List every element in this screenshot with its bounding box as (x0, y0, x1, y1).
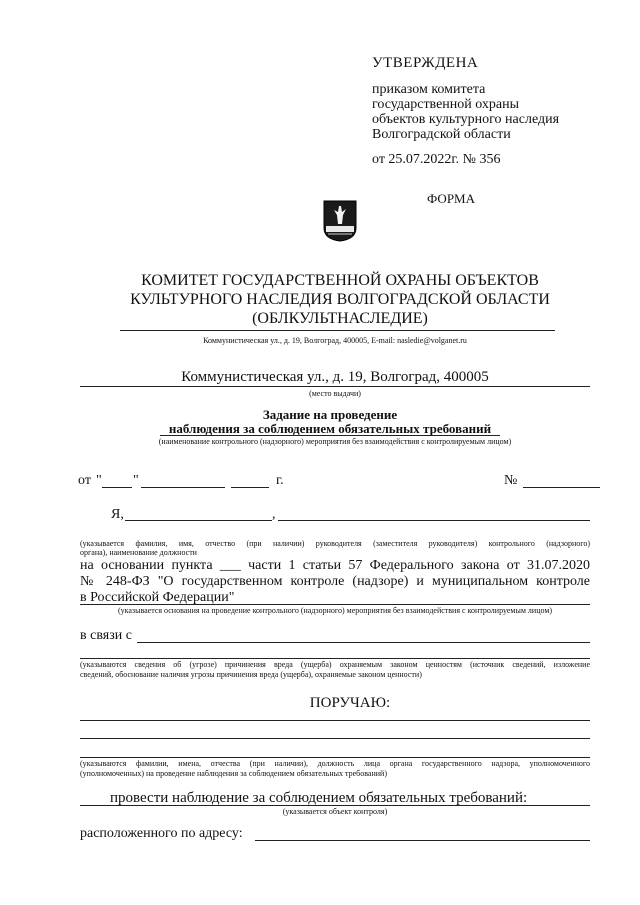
basis-line-1: на основании пункта ___ части 1 статьи 57 Федерального закона от 31.07.2020 (80, 558, 590, 573)
order-word: ПОРУЧАЮ: (309, 695, 391, 711)
reason-field-2[interactable] (80, 658, 590, 659)
assignee-field-3[interactable] (80, 757, 590, 758)
header-divider (120, 330, 555, 331)
assignee-field-1[interactable] (80, 720, 590, 721)
reason-caption-2: сведений, обоснование наличия угрозы причинения вреда (ущерба), охраняемые законом ценности) (80, 670, 422, 679)
address-field[interactable] (255, 840, 590, 841)
place-value: Коммунистическая ул., д. 19, Волгоград, 400005 (181, 369, 489, 385)
place-caption: (место выдачи) (309, 389, 361, 398)
basis-line-2: № 248-ФЗ "О государственном контроле (надзоре) и муниципальном контроле (80, 574, 590, 589)
me-label: Я, (111, 507, 124, 522)
number-field[interactable] (523, 487, 600, 488)
approval-order: от 25.07.2022г. № 356 (372, 152, 501, 167)
me-caption-1: (указывается фамилия, имя, отчество (при наличии) руководителя (заместителя руководителя) контрольного (надзорного) (80, 539, 590, 548)
me-name-field[interactable] (125, 520, 272, 521)
observe-text: провести наблюдение за соблюдением обязательных требований: (110, 790, 528, 806)
assignee-field-2[interactable] (80, 738, 590, 739)
task-title-line (160, 435, 500, 436)
basis-line (80, 604, 590, 605)
coat-of-arms-icon (323, 200, 357, 242)
task-title-1: Задание на проведение (262, 407, 398, 422)
task-caption: (наименование контрольного (надзорного) мероприятия без взаимодействия с контролируемым лицом) (158, 437, 512, 446)
date-from-label: от (78, 473, 91, 488)
committee-line-3: (ОБЛКУЛЬТНАСЛЕДИЕ) (252, 310, 428, 327)
me-comma: , (272, 507, 276, 522)
committee-line-1: КОМИТЕТ ГОСУДАРСТВЕННОЙ ОХРАНЫ ОБЪЕКТОВ (141, 272, 539, 289)
date-month-field[interactable] (141, 487, 225, 488)
committee-line-2: КУЛЬТУРНОГО НАСЛЕДИЯ ВОЛГОГРАДСКОЙ ОБЛАСТИ (130, 291, 550, 308)
approval-line-4: Волгоградской области (372, 127, 511, 142)
observe-caption: (указывается объект контроля) (282, 807, 388, 816)
me-caption-2: органа), наименование должности (80, 548, 197, 557)
observe-line[interactable] (80, 805, 590, 806)
reason-caption-1: (указываются сведения об (угрозе) причинения вреда (ущерба) охраняемым законом ценностям (источник сведений, изложение (80, 660, 590, 669)
date-year-field[interactable] (231, 487, 269, 488)
basis-line-3: в Российской Федерации" (80, 590, 235, 605)
approval-line-2: государственной охраны (372, 97, 520, 112)
assignees-caption-2: (уполномоченных) на проведение наблюдения за соблюдением обязательных требований) (80, 769, 387, 778)
date-day-field[interactable] (102, 487, 132, 488)
assignees-caption-1: (указываются фамилии, имена, отчества (при наличии), должность лица органа государственного надзора, уполномоченного (80, 759, 590, 768)
date-year-suffix: г. (276, 473, 284, 488)
committee-contacts: Коммунистическая ул., д. 19, Волгоград, 400005, E-mail: nasledie@volganet.ru (203, 336, 467, 345)
task-title-2: наблюдения за соблюдением обязательных требований (168, 421, 492, 436)
approval-line-1: приказом комитета (372, 82, 486, 97)
date-quote-close: " (133, 473, 139, 488)
approval-title: УТВЕРЖДЕНА (372, 55, 479, 71)
date-quote-open: " (96, 473, 102, 488)
approval-line-3: объектов культурного наследия (372, 112, 560, 127)
form-label: ФОРМА (427, 191, 475, 206)
address-label: расположенного по адресу: (80, 826, 243, 841)
me-position-field[interactable] (278, 520, 590, 521)
reason-field[interactable] (137, 642, 590, 643)
place-line (80, 386, 590, 387)
number-label: № (504, 473, 518, 488)
reason-label: в связи с (80, 628, 132, 643)
basis-caption: (указывается основания на проведение контрольного (надзорного) мероприятия без взаимодействия с контролируемым лицом) (117, 606, 553, 615)
